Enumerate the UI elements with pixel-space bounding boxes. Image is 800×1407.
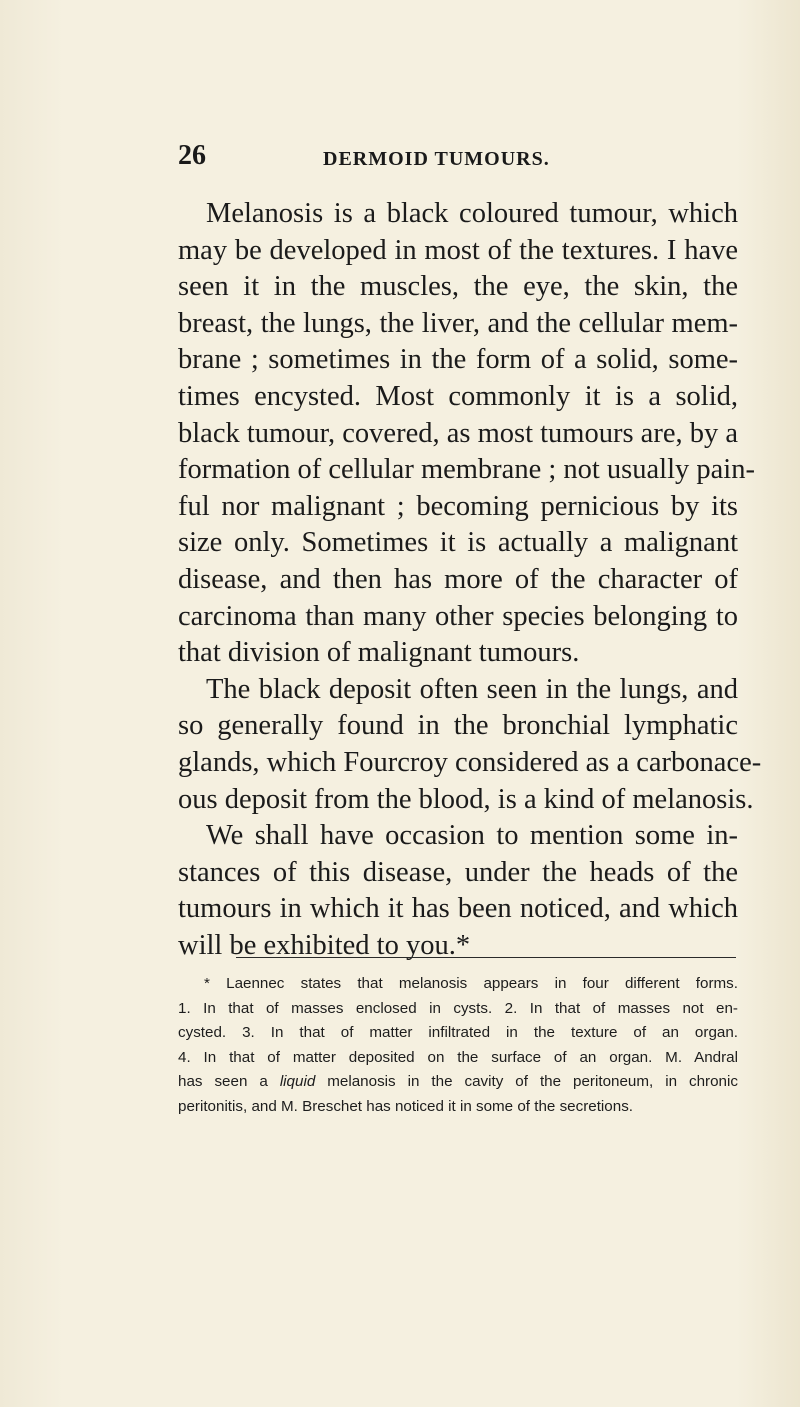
body-line: disease, and then has more of the character of	[178, 563, 738, 595]
footnote-text: has seen a	[178, 1073, 268, 1091]
footnote-line: 4. In that of matter deposited on the surface of an organ. M. Andral	[178, 1048, 738, 1066]
body-text	[178, 196, 762, 964]
body-line: We shall have occasion to mention some in-	[206, 820, 738, 852]
footnote-line: * Laennec states that melanosis appears in four different forms.	[204, 975, 738, 992]
body-line: size only. Sometimes it is actually a malignant	[178, 527, 738, 559]
page-header	[178, 140, 738, 180]
footnote-line-mixed	[178, 1070, 738, 1095]
body-line: will be exhibited to you.*	[178, 929, 471, 961]
body-line: stances of this disease, under the heads of the	[178, 856, 738, 888]
body-line: so generally found in the bronchial lymphatic	[178, 710, 738, 742]
body-line: times encysted. Most commonly it is a solid,	[178, 380, 738, 412]
body-line: breast, the lungs, the liver, and the cellular mem-	[178, 307, 738, 339]
body-line: seen it in the muscles, the eye, the skin, the	[178, 271, 738, 303]
footnote-italic-word: liquid	[279, 1073, 316, 1091]
footnote-line: cysted. 3. In that of matter infiltrated in the texture of an organ.	[178, 1024, 738, 1042]
body-line: black tumour, covered, as most tumours are, by a	[178, 417, 738, 449]
body-line: may be developed in most of the textures. I have	[178, 234, 738, 266]
body-line: ful nor malignant ; becoming pernicious by its	[178, 490, 738, 522]
body-line: tumours in which it has been noticed, and which	[178, 893, 738, 925]
body-line: that division of malignant tumours.	[178, 637, 580, 669]
footnote-divider	[236, 957, 736, 958]
footnote-line: peritonitis, and M. Breschet has noticed it in some of the secretions.	[178, 1097, 634, 1115]
footnote-line: 1. In that of masses enclosed in cysts. 2. In that of masses not en-	[178, 999, 738, 1017]
page-number: 26	[178, 140, 206, 171]
body-line: formation of cellular membrane ; not usually pain-	[178, 454, 755, 486]
body-line: carcinoma than many other species belonging to	[178, 600, 738, 632]
footnote-text: melanosis in the cavity of the peritoneum, in chronic	[327, 1073, 738, 1091]
body-line: glands, which Fourcroy considered as a carbonace-	[178, 746, 762, 778]
body-line: ous deposit from the blood, is a kind of melanosis.	[178, 783, 754, 815]
body-line: The black deposit often seen in the lungs, and	[206, 673, 738, 705]
footnote	[178, 972, 738, 1120]
body-line: brane ; sometimes in the form of a solid, some-	[178, 344, 738, 376]
running-head: DERMOID TUMOURS.	[323, 148, 550, 170]
body-line: Melanosis is a black coloured tumour, which	[206, 198, 738, 229]
